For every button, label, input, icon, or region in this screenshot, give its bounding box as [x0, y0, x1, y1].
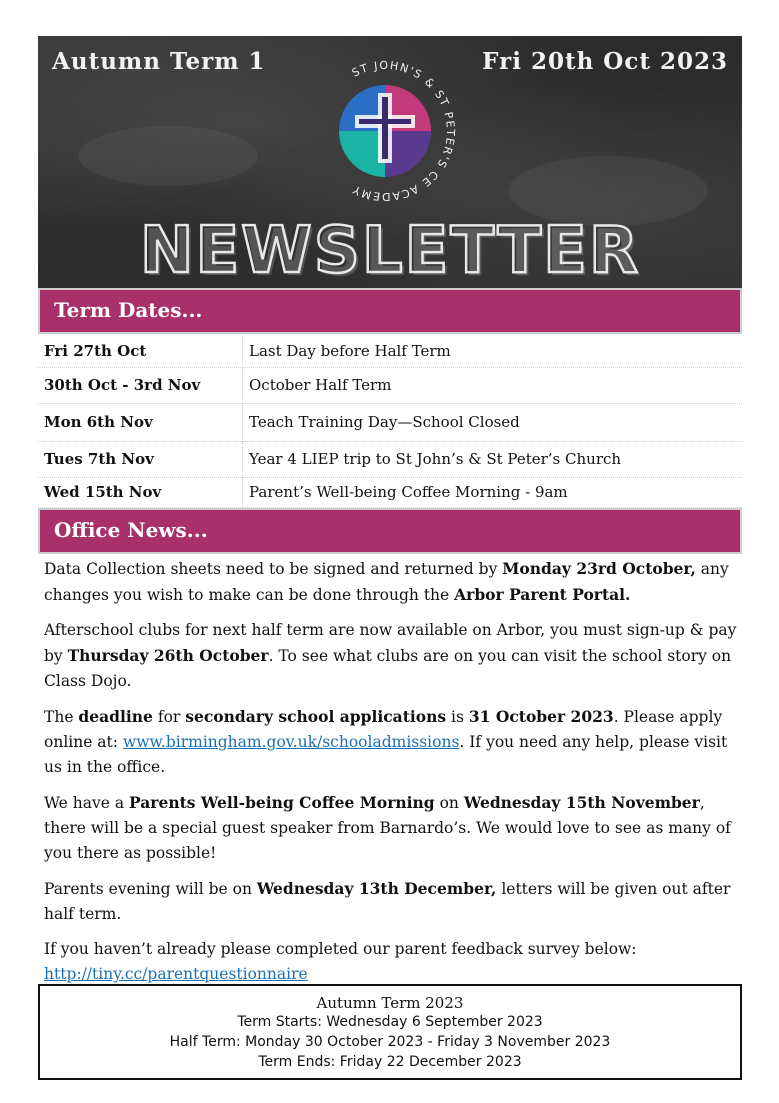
portal-name: Arbor Parent Portal. — [454, 585, 631, 604]
academy-logo — [300, 46, 470, 216]
term-label: Autumn Term 1 — [52, 48, 266, 75]
text: Data Collection sheets need to be signed and returned by — [44, 560, 503, 578]
event-cell: October Half Term — [243, 367, 743, 403]
event-cell: Teach Training Day—School Closed — [243, 403, 743, 441]
text: The — [44, 708, 79, 726]
newsletter-title: NEWSLETTER — [139, 214, 641, 288]
term-dates-heading-bar — [38, 288, 742, 334]
term-ends: Term Ends: Friday 22 December 2023 — [258, 1054, 522, 1070]
date-cell: 30th Oct - 3rd Nov — [38, 367, 243, 403]
table-row — [38, 336, 742, 367]
text: for — [152, 708, 186, 726]
issue-date: Fri 20th Oct 2023 — [482, 48, 728, 75]
paragraph-coffee-morning — [44, 790, 744, 866]
school-admissions-link[interactable]: www.birmingham.gov.uk/schooladmissions — [122, 733, 460, 751]
text: , there will be a special guest speaker from Barnardo’s. We would love to see as many of you there as possible! — [44, 794, 731, 862]
event-date: Wednesday 13th December, — [256, 879, 497, 898]
paragraph-data-collection — [44, 556, 744, 608]
event-cell: Parent’s Well-being Coffee Morning - 9am — [243, 477, 743, 507]
paragraph-afterschool-clubs — [44, 618, 744, 694]
date-cell: Tues 7th Nov — [38, 441, 243, 477]
questionnaire-link[interactable]: http://tiny.cc/parentquestionnaire — [44, 965, 308, 983]
term-dates-heading: Term Dates... — [54, 298, 203, 322]
date-cell: Fri 27th Oct — [38, 336, 243, 367]
text: is — [446, 708, 469, 726]
event-cell: Last Day before Half Term — [243, 336, 743, 367]
table-row — [38, 441, 742, 477]
text: Parents evening will be on — [44, 880, 257, 898]
paragraph-feedback-survey — [44, 937, 744, 987]
table-row — [38, 477, 742, 507]
text: any changes you wish to make can be done through the — [44, 560, 729, 604]
applications-phrase: secondary school applications — [185, 707, 447, 726]
deadline-date: Monday 23rd October, — [502, 559, 696, 578]
office-news-heading: Office News... — [54, 518, 208, 542]
text: If you haven’t already please completed our parent feedback survey below: — [44, 940, 637, 958]
text: We have a — [44, 794, 130, 812]
deadline-word: deadline — [78, 707, 153, 726]
term-summary-box — [38, 984, 742, 1080]
applications-date: 31 October 2023 — [468, 707, 614, 726]
paragraph-parents-evening — [44, 876, 744, 927]
date-cell: Wed 15th Nov — [38, 477, 243, 507]
newsletter-header — [38, 36, 742, 288]
text: Afterschool clubs for next half term are now available on Arbor, you must sign-up & pay by — [44, 621, 737, 665]
office-news-heading-bar — [38, 508, 742, 554]
event-date: Wednesday 15th November — [463, 793, 700, 812]
term-summary-title: Autumn Term 2023 — [316, 994, 464, 1012]
text: . If you need any help, please visit us in the office. — [44, 733, 728, 776]
event-cell: Year 4 LIEP trip to St John’s & St Peter’s Church — [243, 441, 743, 477]
table-row — [38, 367, 742, 403]
half-term: Half Term: Monday 30 October 2023 - Friday 3 November 2023 — [169, 1034, 611, 1050]
text: on — [434, 794, 464, 812]
text: . To see what clubs are on you can visit the school story on Class Dojo. — [44, 647, 732, 690]
term-starts: Term Starts: Wednesday 6 September 2023 — [237, 1014, 543, 1030]
chalk-smudge — [78, 126, 258, 186]
text: . Please apply online at: — [44, 708, 723, 751]
term-dates-table — [38, 336, 742, 508]
event-name: Parents Well-being Coffee Morning — [129, 793, 435, 812]
text: letters will be given out after half term. — [44, 880, 731, 923]
logo-ring-text: ST JOHN'S & ST PETER'S CE ACADEMY — [349, 58, 458, 204]
table-row — [38, 403, 742, 441]
office-news-body — [44, 556, 744, 997]
date-cell: Mon 6th Nov — [38, 403, 243, 441]
signup-date: Thursday 26th October — [67, 646, 269, 665]
paragraph-secondary-applications — [44, 704, 744, 780]
